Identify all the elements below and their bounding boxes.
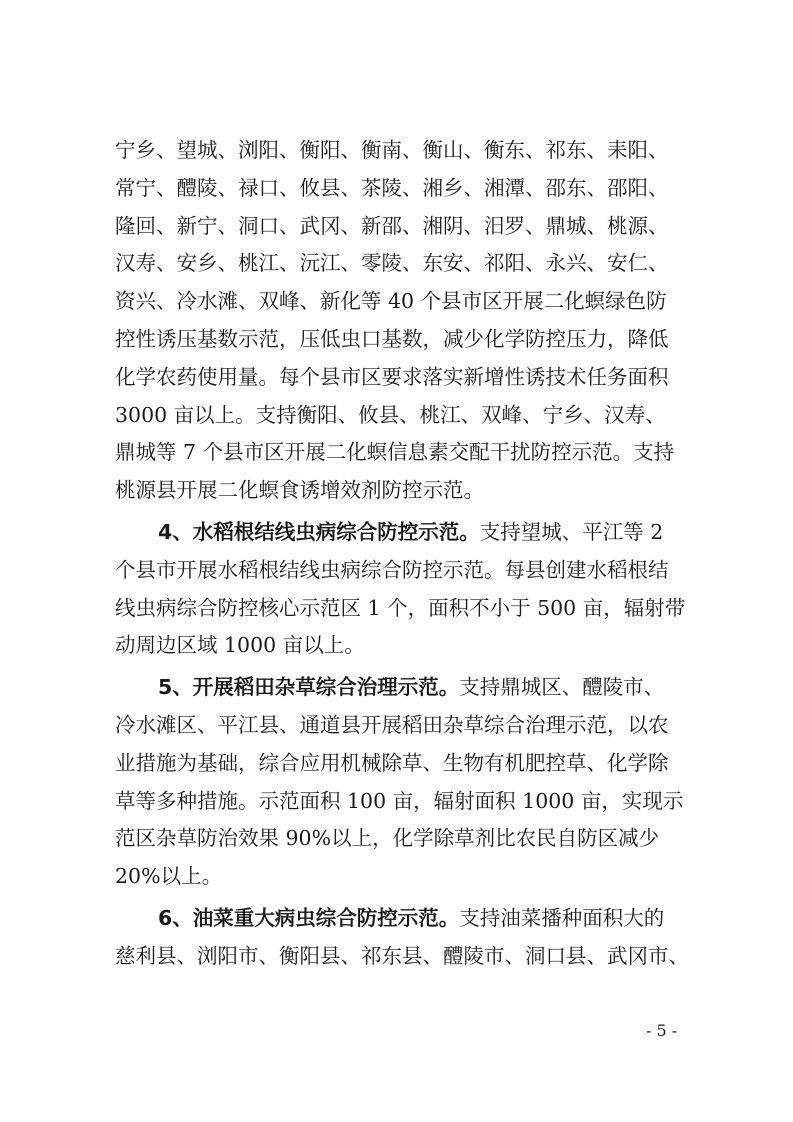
text-line: 常宁、醴陵、禄口、攸县、茶陵、湘乡、湘潭、邵东、邵阳、 — [115, 175, 669, 200]
heading-continuation: 支持望城、平江等 2 — [479, 519, 664, 544]
text-line: 控性诱压基数示范，压低虫口基数，减少化学防控压力，降低 — [115, 326, 669, 351]
text-line — [115, 669, 685, 707]
text-line: 3000 亩以上。支持衡阳、攸县、桃江、双峰、宁乡、汉寿、 — [115, 402, 666, 427]
paragraph-pest-control-counties — [115, 132, 685, 510]
text-line: 草等多种措施。示范面积 100 亩，辐射面积 1000 亩，实现示 — [115, 788, 684, 813]
section-heading-5: 5、开展稻田杂草综合治理示范。 — [158, 675, 460, 700]
text-line: 20%以上。 — [115, 864, 223, 889]
text-line: 鼎城等 7 个县市区开展二化螟信息素交配干扰防控示范。支持 — [115, 440, 675, 465]
text-line — [115, 900, 685, 938]
text-line: 慈利县、浏阳市、衡阳县、祁东县、醴陵市、洞口县、武冈市、 — [115, 943, 689, 968]
section-heading-6: 6、油菜重大病虫综合防控示范。 — [158, 905, 460, 930]
text-line: 个县市开展水稻根结线虫病综合防控示范。每县创建水稻根结 — [115, 557, 669, 582]
text-line: 汉寿、安乡、桃江、沅江、零陵、东安、祁阳、永兴、安仁、 — [115, 251, 669, 276]
text-line: 范区杂草防治效果 90%以上，化学除草剂比农民自防区减少 — [115, 826, 660, 851]
text-line: 动周边区域 1000 亩以上。 — [115, 633, 365, 658]
section-heading-4: 4、水稻根结线虫病综合防控示范。 — [158, 519, 480, 544]
text-line: 资兴、冷水滩、双峰、新化等 40 个县市区开展二化螟绿色防 — [115, 289, 667, 314]
text-line: 隆回、新宁、洞口、武冈、新邵、湘阴、汨罗、鼎城、桃源、 — [115, 213, 669, 238]
paragraph-rapeseed-demo — [115, 900, 689, 976]
paragraph-weed-control-demo — [115, 669, 685, 896]
paragraph-nematode-demo — [115, 514, 685, 665]
heading-continuation: 支持鼎城区、醴陵市、 — [459, 675, 665, 700]
text-line: 线虫病综合防控核心示范区 1 个，面积不小于 500 亩，辐射带 — [115, 595, 686, 620]
text-line — [115, 514, 685, 552]
page-number: - 5 - — [646, 1021, 678, 1040]
text-line: 桃源县开展二化螟食诱增效剂防控示范。 — [115, 478, 484, 503]
text-line: 宁乡、望城、浏阳、衡阳、衡南、衡山、衡东、祁东、耒阳、 — [115, 138, 669, 162]
text-line: 业措施为基础，综合应用机械除草、生物有机肥控草、化学除 — [115, 750, 669, 775]
text-line: 化学农药使用量。每个县市区要求落实新增性诱技术任务面积 — [115, 364, 669, 389]
heading-continuation: 支持油菜播种面积大的 — [459, 905, 665, 930]
document-body — [115, 132, 689, 976]
text-line: 冷水滩区、平江县、通道县开展稻田杂草综合治理示范，以农 — [115, 712, 669, 737]
